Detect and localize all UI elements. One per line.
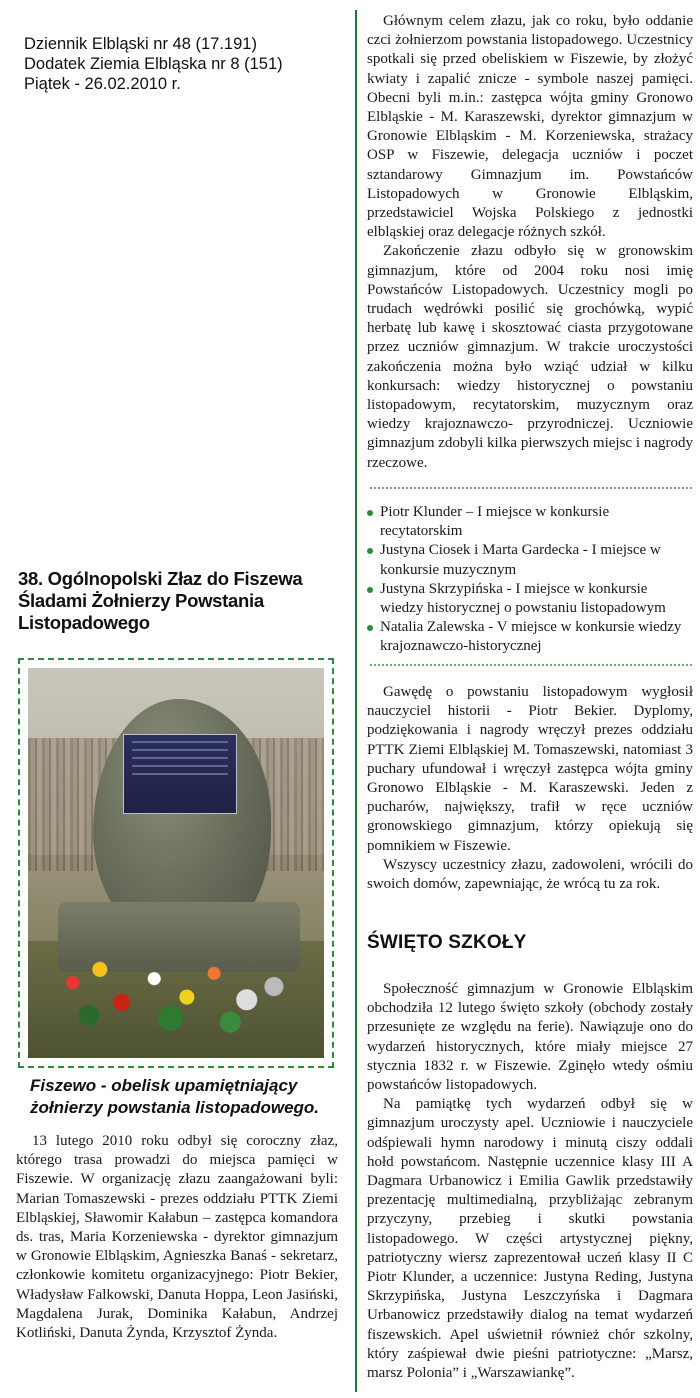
paragraph-4: Wszyscy uczestnicy złazu, zadowoleni, wrócili do swoich domów, zapewniając, że wrócą tu za rok.	[367, 856, 693, 893]
section-body	[367, 980, 693, 1383]
photo-frame	[18, 658, 334, 1068]
list-item: Justyna Ciosek i Marta Gardecka - I miejsce w konkursie muzycznym	[367, 541, 693, 579]
photo-caption-line-2: żołnierzy powstania listopadowego.	[30, 1098, 320, 1117]
article-title-line-3: Listopadowego	[18, 612, 150, 633]
list-item: Piotr Klunder – I miejsce w konkursie recytatorskim	[367, 503, 693, 541]
flowers-and-candles	[40, 910, 312, 1043]
results-list	[367, 503, 693, 657]
article-closing	[367, 683, 693, 894]
header-line-3: Piątek - 26.02.2010 r.	[24, 75, 181, 93]
paragraph-2: Zakończenie złazu odbyło się w gronowskim gimnazjum, które od 2004 roku nosi imię Powstańców Listopadowych. Uczestnicy mogli po trudach wędrówki posilić się grochówką, wypić herbatę lub kawę i skosztować ciasta przygotowane przez uczniów gimnazjum. W trakcie uroczystości zakończenia można było wziąć udział w kilku konkursach: wiedzy historycznej o powstaniu listopadowym, recytatorskim, muzycznym oraz wiedzy krajoznawczo- przyrodniczej. Uczniowie gimnazjum zdobyli kilka pierwszych miejsc i nagrody rzeczowe.	[367, 243, 693, 471]
column-divider	[355, 10, 357, 1392]
article-intro	[16, 1132, 338, 1343]
article-title-line-1: 38. Ogólnopolski Złaz do Fiszewa	[18, 568, 303, 589]
paragraph-3: Gawędę o powstaniu listopadowym wygłosił nauczyciel historii - Piotr Bekier. Dyplomy, podziękowania i nagrody wręczył prezes oddziału PTTK Ziemi Elbląskiej M. Tomaszewski, natomiast 3 puchary ufundował i wręczył zastępca wójta gminy Gronowo Elbląskie - M. Karaszewski. Jeden z pucharów, największy, trafił w ręce uczniów gronowskiego gimnazjum, którzy opiekują się pomnikiem w Fiszewie.	[367, 684, 693, 854]
header-line-1: Dziennik Elbląski nr 48 (17.191)	[24, 35, 257, 53]
dotted-divider-bottom	[370, 664, 692, 667]
section-paragraph-2: Na pamiątkę tych wydarzeń odbył się w gimnazjum uroczysty apel. Uczniowie i nauczyciele odśpiewali hymn narodowy i minutą ciszy oddali hołd powstańcom. Następnie uczennice klasy III A Dagmara Urbanowicz i Emilia Gawlik przedstawiły prezentację multimedialną, przybliżając zebranym przyczyny, przebieg i skutki powstania listopadowego. W części artystycznej piękny, patriotyczny wiersz zaprezentował uczeń klasy II C Piotr Klunder, a uczennice: Justyna Reding, Justyna Skrzypińska, Justyna Leszczyńska i Dagmara Urbanowicz przedstawiły dialog na temat wydarzeń fiszewskich. Apel uświetnił również chór szkolny, który zaśpiewał dwie pieśni patriotyczne: „Marsz, marsz Polonia” i „Warszawiankę”.	[367, 1096, 693, 1382]
paragraph-1: Głównym celem złazu, jak co roku, było oddanie czci żołnierzom powstania listopadowego. Uczestnicy spotkali się przed obeliskiem w Fiszewie, by złożyć kwiaty i zapalić znicze - symbole naszej pamięci. Obecni byli m.in.: zastępca wójta gminy Gronowo Elbląskie - M. Karaszewski, dyrektor gimnazjum w Gronowie Elbląskim - M. Korzeniewska, strażacy OSP w Fiszewie, delegacja uczniów i poczet sztandarowy Gimnazjum im. Powstańców Listopadowych w Gronowie Elbląskim, przedstawiciel Wojska Polskiego z jednostki elbląskiej oraz delegacje różnych szkół.	[367, 13, 693, 241]
list-item: Natalia Zalewska - V miejsce w konkursie wiedzy krajoznawczo-historycznej	[367, 618, 693, 656]
photo-caption	[30, 1075, 340, 1119]
photo-caption-line-1: Fiszewo - obelisk upamiętniający	[30, 1076, 298, 1095]
section-paragraph-1: Społeczność gimnazjum w Gronowie Elbląskim obchodziła 12 lutego święto szkoły (obchody zostały przesunięte ze względu na ferie). Nawiązuje ono do wydarzeń historycznych, które miały miejsce 27 stycznia 1832 r. w Fiszewie. Zginęło wtedy ośmiu powstańców listopadowych.	[367, 981, 693, 1094]
article-title	[18, 568, 338, 634]
header-line-2: Dodatek Ziemia Elbląska nr 8 (151)	[24, 55, 283, 73]
article-title-line-2: Śladami Żołnierzy Powstania	[18, 590, 264, 611]
obelisk-photo	[28, 668, 324, 1058]
publication-header	[24, 34, 283, 94]
memorial-plaque	[123, 734, 237, 814]
intro-paragraph: 13 lutego 2010 roku odbył się coroczny złaz, którego trasa prowadzi do miejsca pamięci w Fiszewie. W organizację złazu zaangażowani byli: Marian Tomaszewski - prezes oddziału PTTK Ziemi Elbląskiej, Sławomir Kałabun – zastępca komandora ds. tras, Maria Korzeniewska - dyrektor gimnazjum w Gronowie Elbląskim, Agnieszka Banaś - sekretarz, członkowie komitetu organizacyjnego: Piotr Bekier, Władysław Falkowski, Danuta Hoppa, Leon Jasiński, Magdalena Jurak, Dominika Kałabun, Andrzej Kotliński, Danuta Żynda, Krzysztof Żynda.	[16, 1133, 338, 1342]
list-item: Justyna Skrzypińska - I miejsce w konkursie wiedzy historycznej o powstaniu listopadowym	[367, 580, 693, 618]
article-continued	[367, 12, 693, 473]
dotted-divider-top	[370, 487, 692, 490]
section-title: ŚWIĘTO SZKOŁY	[367, 932, 527, 953]
